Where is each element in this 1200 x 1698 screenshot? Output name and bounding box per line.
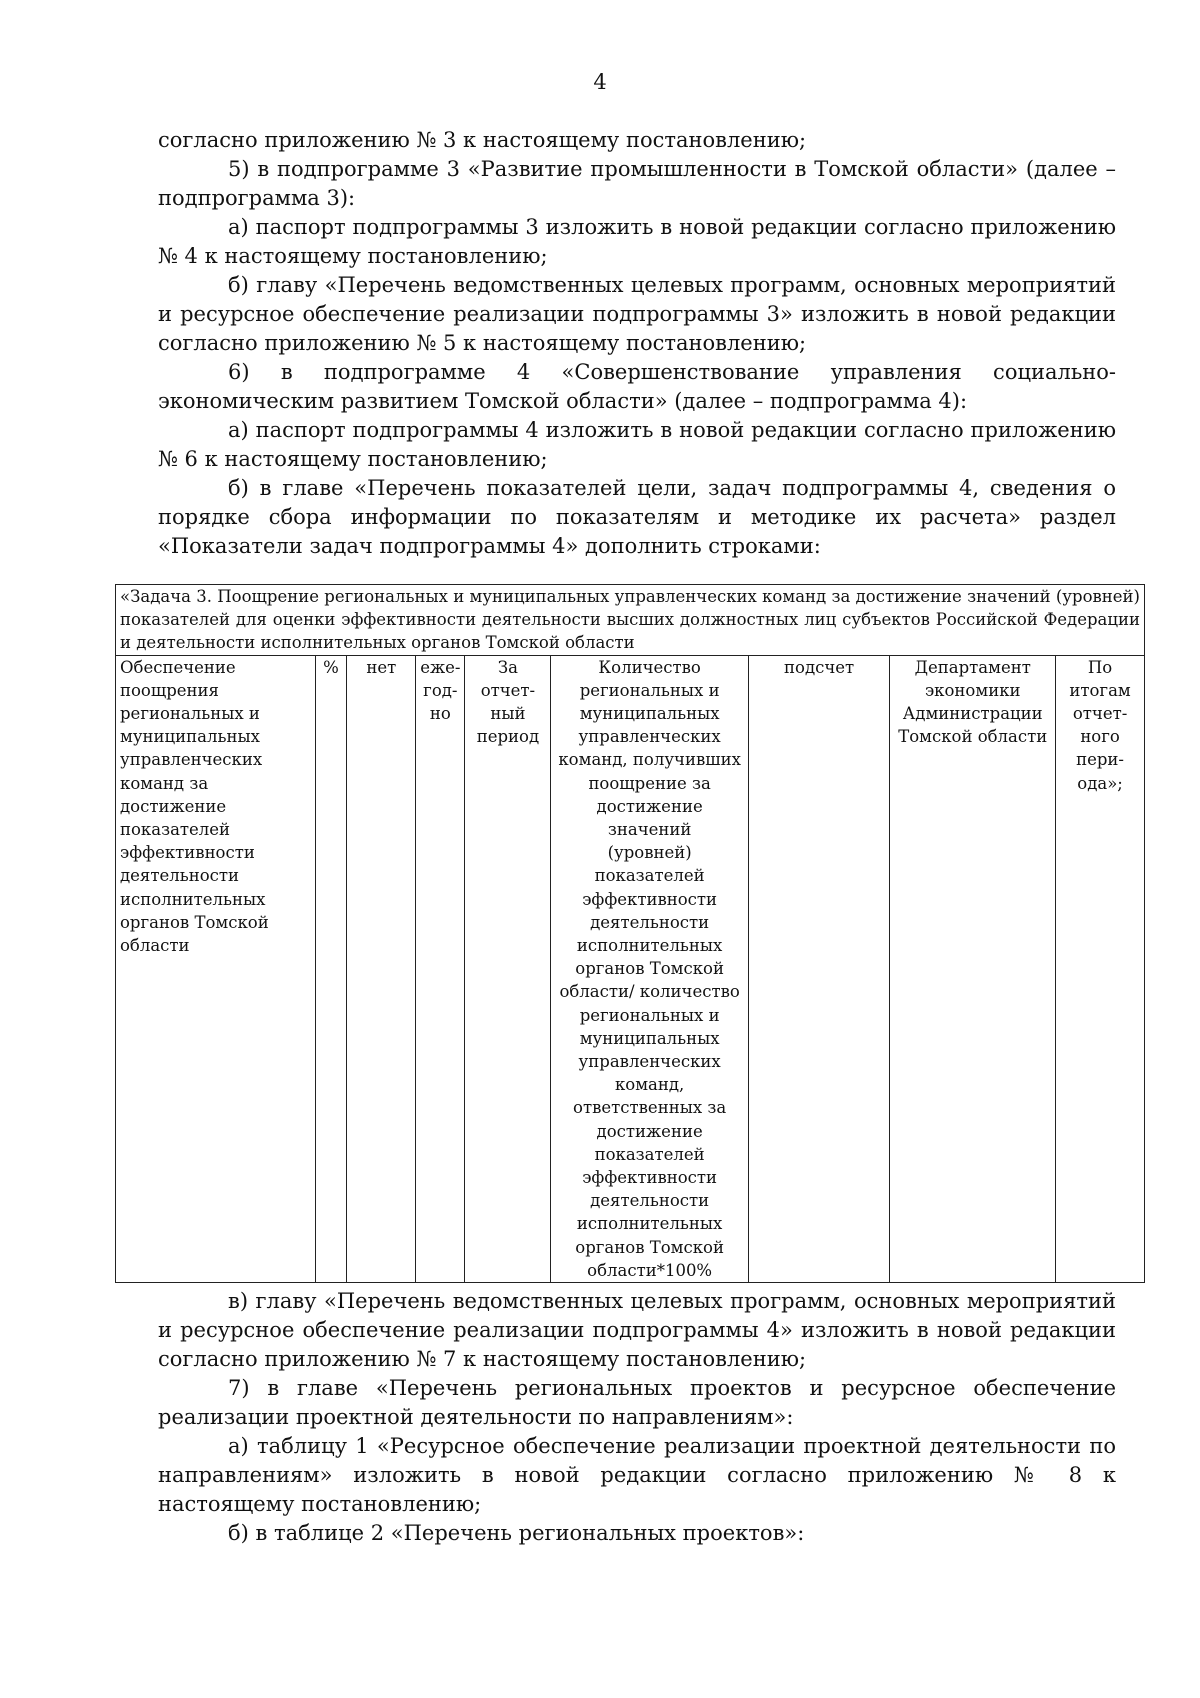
table-row — [116, 655, 1145, 1282]
paragraph: 6) в подпрограмме 4 «Совершенствование управления социально-экономическим развитием Томской области» (далее – подпрограмма 4): — [158, 360, 1116, 413]
paragraph: а) паспорт подпрограммы 3 изложить в новой редакции согласно приложению № 4 к настоящему постановлению; — [158, 215, 1116, 268]
paragraph: а) паспорт подпрограммы 4 изложить в новой редакции согласно приложению № 6 к настоящему постановлению; — [158, 418, 1116, 471]
paragraph: 5) в подпрограмме 3 «Развитие промышленности в Томской области» (далее – подпрограмма 3): — [158, 157, 1116, 210]
task-header-cell: «Задача 3. Поощрение региональных и муниципальных управленческих команд за достижение значений (уровней) показателей для оценки эффективности деятельности высших должностных лиц субъектов Российской Федерации и деятельности исполнительных органов Томской области — [116, 585, 1145, 656]
indicator-name-cell: Обеспечение поощрения региональных и муниципальных управленческих команд за достижение показателей эффективности деятельности исполнительных органов Томской области — [116, 655, 316, 1282]
body-text-top — [158, 126, 1116, 561]
paragraph: б) главу «Перечень ведомственных целевых программ, основных мероприятий и ресурсное обеспечение реализации подпрограммы 3» изложить в новой редакции согласно приложению № 5 к настоящему постановлению; — [158, 273, 1116, 355]
formula-cell: Количество региональных и муниципальных управленческих команд, получивших поощрение за достижение значений (уровней) показателей эффективности деятельности исполнительных органов Томской области/ количество региональных и муниципальных управленческих команд, ответственных за достижение показателей эффективности деятельности исполнительных органов Томской области*100% — [551, 655, 749, 1282]
paragraph: б) в таблице 2 «Перечень региональных проектов»: — [228, 1521, 805, 1545]
indicators-table — [115, 584, 1145, 1283]
unit-cell: % — [315, 655, 347, 1282]
periodicity-cell: еже- год- но — [416, 655, 465, 1282]
flag-cell: нет — [347, 655, 416, 1282]
task-row — [116, 585, 1145, 656]
method-cell: подсчет — [748, 655, 889, 1282]
paragraph: б) в главе «Перечень показателей цели, задач подпрограммы 4, сведения о порядке сбора информации по показателям и методике их расчета» раздел «Показатели задач подпрограммы 4» дополнить строками: — [158, 476, 1116, 558]
deadline-cell: По итогам отчет- ного пери- ода»; — [1056, 655, 1145, 1282]
paragraph: в) главу «Перечень ведомственных целевых программ, основных мероприятий и ресурсное обеспечение реализации подпрограммы 4» изложить в новой редакции согласно приложению № 7 к настоящему постановлению; — [158, 1289, 1116, 1371]
time-characteristic-cell: За отчет- ный период — [465, 655, 551, 1282]
paragraph: а) таблицу 1 «Ресурсное обеспечение реализации проектной деятельности по направлениям» изложить в новой редакции согласно приложению № 8 к настоящему постановлению; — [158, 1434, 1116, 1516]
page-number: 4 — [593, 70, 607, 94]
body-text-bottom — [158, 1287, 1116, 1548]
paragraph: 7) в главе «Перечень региональных проектов и ресурсное обеспечение реализации проектной деятельности по направлениям»: — [158, 1376, 1116, 1429]
responsible-cell: Департамент экономики Администрации Томской области — [890, 655, 1056, 1282]
paragraph: согласно приложению № 3 к настоящему постановлению; — [158, 128, 807, 152]
